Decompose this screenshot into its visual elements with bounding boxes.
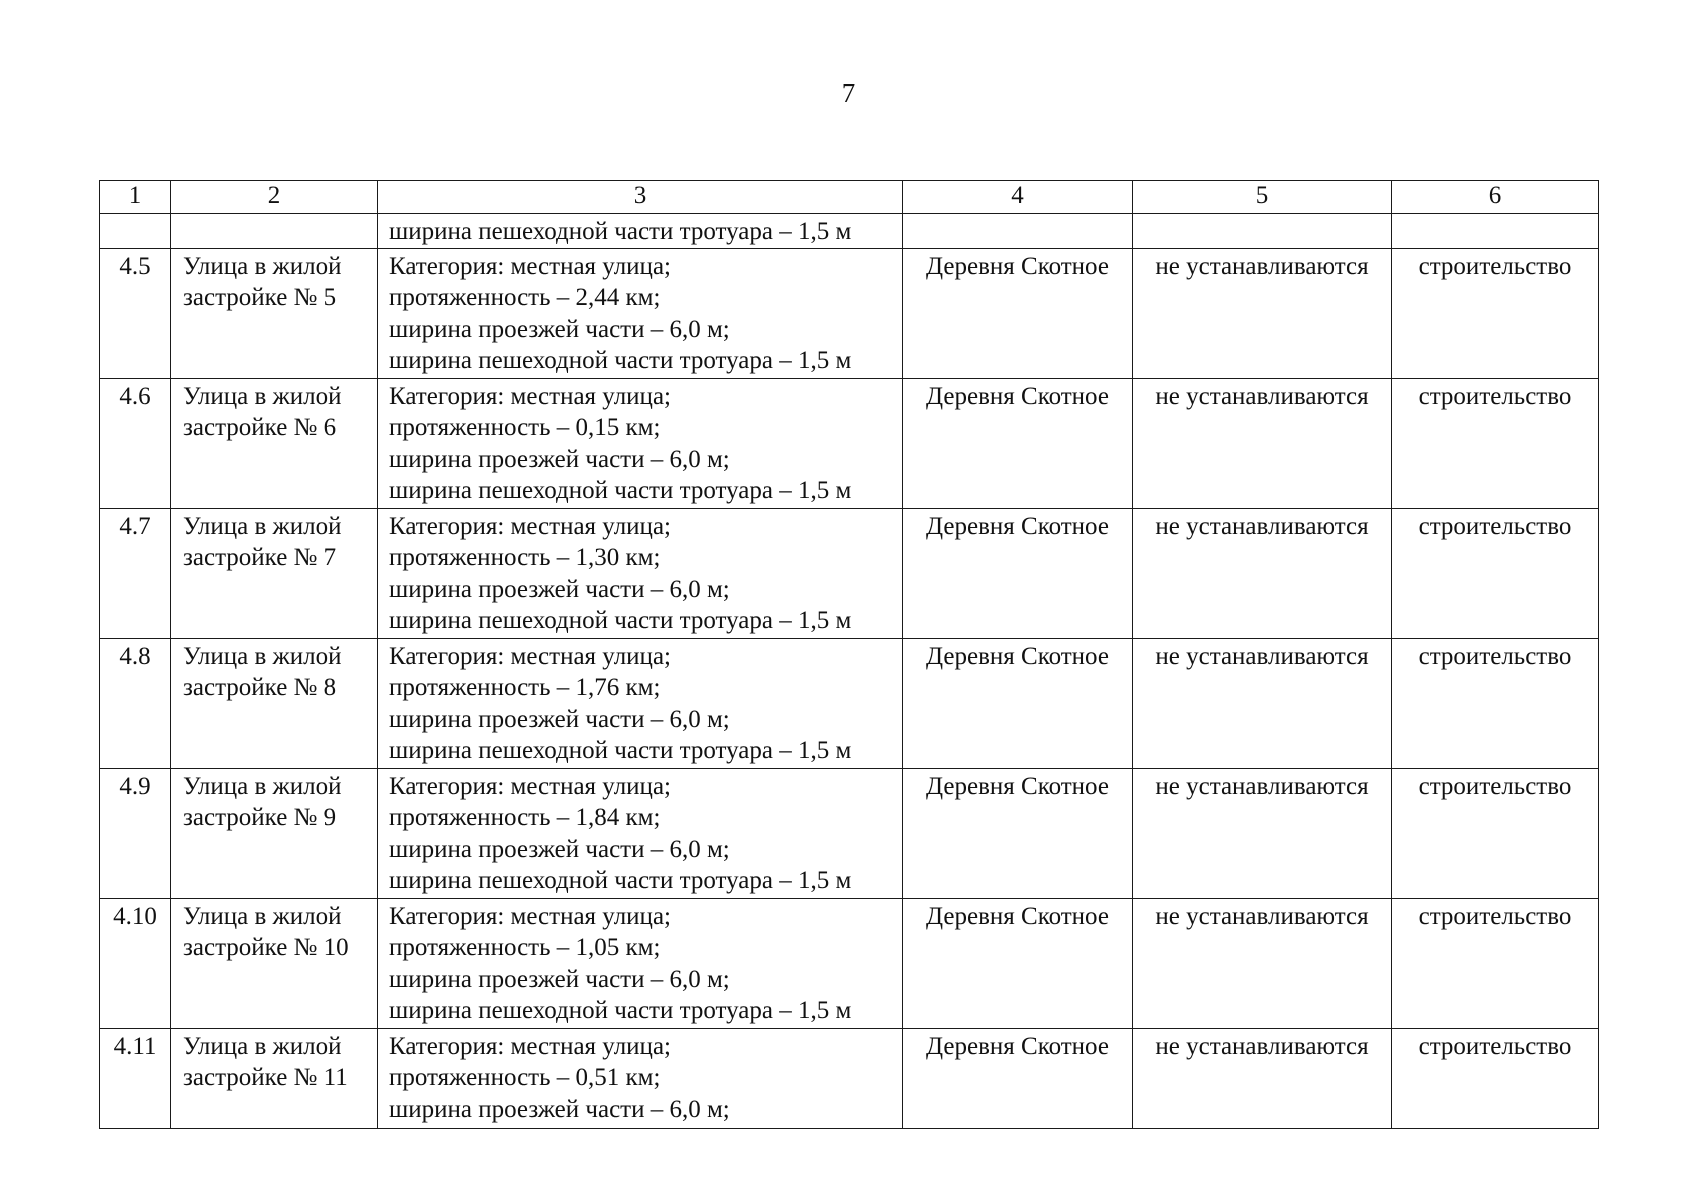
description-line: протяженность – 1,30 км;	[389, 544, 661, 571]
description-line: ширина проезжей части – 6,0 м;	[389, 1095, 730, 1123]
description-line: ширина пешеходной части тротуара – 1,5 м	[389, 867, 852, 894]
description-line: протяженность – 1,05 км;	[389, 934, 661, 961]
table-row	[100, 1028, 1599, 1128]
header-col-2: 2	[171, 181, 378, 214]
cell-number: 4.8	[100, 638, 171, 768]
description-line: ширина пешеходной части тротуара – 1,5 м	[389, 737, 852, 764]
cell-status: строительство	[1392, 508, 1599, 638]
cell-status: строительство	[1392, 378, 1599, 508]
cell-description	[378, 248, 903, 378]
cell-name: Улица в жилой застройке № 11	[171, 1028, 378, 1128]
table-row	[100, 508, 1599, 638]
cell-description	[378, 898, 903, 1028]
cell-name: Улица в жилой застройке № 7	[171, 508, 378, 638]
description-line: ширина пешеходной части тротуара – 1,5 м	[389, 607, 852, 634]
description-line: протяженность – 1,76 км;	[389, 674, 661, 701]
cell-status: строительство	[1392, 768, 1599, 898]
page-number: 7	[841, 78, 856, 108]
cell-description	[378, 1028, 903, 1128]
description-line: ширина проезжей части – 6,0 м;	[389, 835, 730, 863]
cell-number: 4.7	[100, 508, 171, 638]
cell-number	[100, 214, 171, 249]
header-col-4: 4	[903, 181, 1133, 214]
cell-name	[171, 214, 378, 249]
table-row	[100, 638, 1599, 768]
description-line: Категория: местная улица;	[389, 382, 671, 410]
description-line: Категория: местная улица;	[389, 902, 671, 930]
description-line: ширина пешеходной части тротуара – 1,5 м	[389, 477, 852, 504]
description-line: ширина проезжей части – 6,0 м;	[389, 445, 730, 473]
infrastructure-table	[99, 180, 1599, 1129]
header-row	[100, 181, 1599, 214]
cell-name: Улица в жилой застройке № 5	[171, 248, 378, 378]
cell-number: 4.11	[100, 1028, 171, 1128]
description-line: протяженность – 1,84 км;	[389, 804, 661, 831]
header-col-1: 1	[100, 181, 171, 214]
cell-description	[378, 214, 903, 249]
header-col-3: 3	[378, 181, 903, 214]
cell-description	[378, 378, 903, 508]
table-row	[100, 248, 1599, 378]
cell-location: Деревня Скотное	[903, 898, 1133, 1028]
header-col-5: 5	[1133, 181, 1392, 214]
table-header	[100, 181, 1599, 214]
cell-location: Деревня Скотное	[903, 378, 1133, 508]
cell-number: 4.10	[100, 898, 171, 1028]
cell-description	[378, 638, 903, 768]
cell-location: Деревня Скотное	[903, 508, 1133, 638]
description-line: ширина пешеходной части тротуара – 1,5 м	[389, 997, 852, 1024]
continuation-row	[100, 214, 1599, 249]
table-row	[100, 768, 1599, 898]
description-line: ширина пешеходной части тротуара – 1,5 м	[389, 347, 852, 374]
cell-zones: не устанавливаются	[1133, 248, 1392, 378]
cell-name: Улица в жилой застройке № 6	[171, 378, 378, 508]
description-line: протяженность – 0,51 км;	[389, 1064, 661, 1091]
cell-status: строительство	[1392, 898, 1599, 1028]
cell-status: строительство	[1392, 248, 1599, 378]
description-line: протяженность – 2,44 км;	[389, 284, 661, 311]
cell-location: Деревня Скотное	[903, 248, 1133, 378]
description-line: протяженность – 0,15 км;	[389, 414, 661, 441]
cell-zones: не устанавливаются	[1133, 508, 1392, 638]
description-line: Категория: местная улица;	[389, 642, 671, 670]
cell-status: строительство	[1392, 1028, 1599, 1128]
table-row	[100, 378, 1599, 508]
cell-status: строительство	[1392, 638, 1599, 768]
description-line: Категория: местная улица;	[389, 1032, 671, 1060]
cell-number: 4.5	[100, 248, 171, 378]
description-line: ширина проезжей части – 6,0 м;	[389, 315, 730, 343]
cell-zones: не устанавливаются	[1133, 638, 1392, 768]
table-row	[100, 898, 1599, 1028]
table-body	[100, 214, 1599, 1129]
cell-zones: не устанавливаются	[1133, 1028, 1392, 1128]
cell-name: Улица в жилой застройке № 8	[171, 638, 378, 768]
description-line: Категория: местная улица;	[389, 772, 671, 800]
cell-name: Улица в жилой застройке № 9	[171, 768, 378, 898]
cell-location: Деревня Скотное	[903, 768, 1133, 898]
cell-number: 4.9	[100, 768, 171, 898]
cell-zones	[1133, 214, 1392, 249]
cell-zones: не устанавливаются	[1133, 768, 1392, 898]
description-line: ширина проезжей части – 6,0 м;	[389, 965, 730, 993]
cell-description	[378, 768, 903, 898]
cell-zones: не устанавливаются	[1133, 898, 1392, 1028]
cell-description	[378, 508, 903, 638]
description-line: Категория: местная улица;	[389, 252, 671, 280]
cell-zones: не устанавливаются	[1133, 378, 1392, 508]
description-line: ширина проезжей части – 6,0 м;	[389, 575, 730, 603]
cell-location	[903, 214, 1133, 249]
header-col-6: 6	[1392, 181, 1599, 214]
description-line: Категория: местная улица;	[389, 512, 671, 540]
description-line: ширина пешеходной части тротуара – 1,5 м	[389, 218, 852, 245]
cell-name: Улица в жилой застройке № 10	[171, 898, 378, 1028]
cell-number: 4.6	[100, 378, 171, 508]
cell-location: Деревня Скотное	[903, 638, 1133, 768]
cell-status	[1392, 214, 1599, 249]
cell-location: Деревня Скотное	[903, 1028, 1133, 1128]
description-line: ширина проезжей части – 6,0 м;	[389, 705, 730, 733]
